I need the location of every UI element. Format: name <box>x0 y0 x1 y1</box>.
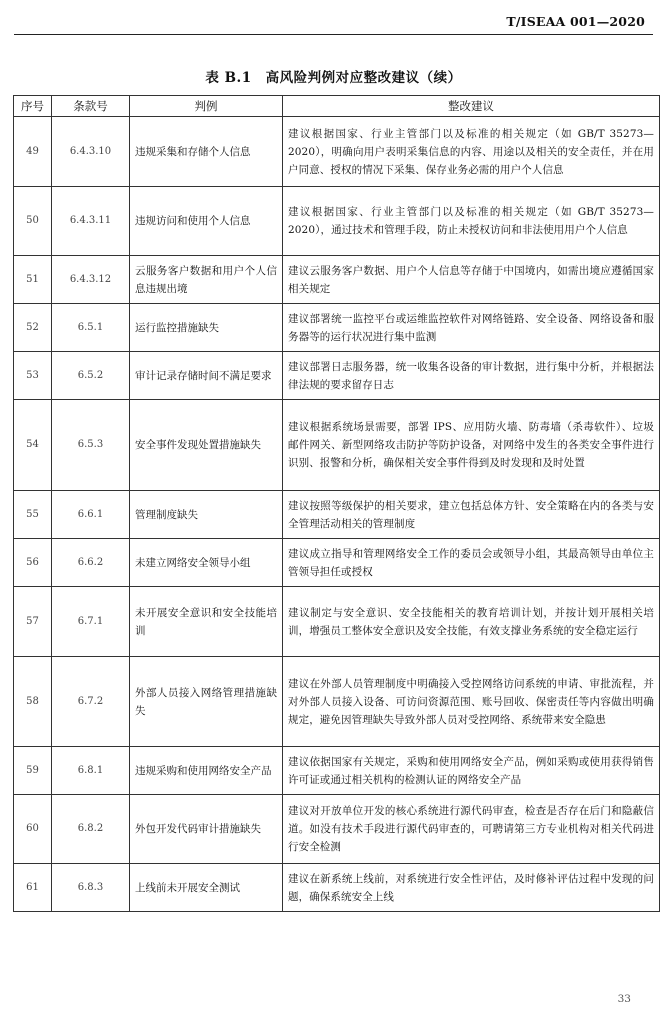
suggestion-text: 建议根据系统场景需要，部署 IPS、应用防火墙、防毒墙（杀毒软件）、垃圾邮件网关、新型网络攻击防护等防护设备，对网络中发生的各类安全事件进行识别、报警和分析，确保相关安全事件得到及时发现和及时处置 <box>283 400 660 491</box>
table-row <box>14 491 660 539</box>
standard-code: T/ISEAA 001—2020 <box>506 14 645 29</box>
suggestion-text: 建议制定与安全意识、安全技能相关的教育培训计划，并按计划开展相关培训，增强员工整体安全意识及安全技能，有效支撑业务系统的安全稳定运行 <box>283 587 660 657</box>
clause-number: 6.6.1 <box>52 491 130 539</box>
suggestion-text: 建议在新系统上线前，对系统进行安全性评估，及时修补评估过程中发现的问题，确保系统安全上线 <box>283 864 660 912</box>
row-number: 60 <box>14 795 52 864</box>
row-number: 61 <box>14 864 52 912</box>
ruling-text: 未开展安全意识和安全技能培训 <box>130 587 283 657</box>
clause-number: 6.8.2 <box>52 795 130 864</box>
clause-number: 6.4.3.10 <box>52 117 130 187</box>
ruling-text: 违规采购和使用网络安全产品 <box>130 747 283 795</box>
table-row <box>14 587 660 657</box>
row-number: 50 <box>14 187 52 256</box>
clause-number: 6.7.2 <box>52 657 130 747</box>
clause-number: 6.7.1 <box>52 587 130 657</box>
clause-number: 6.8.1 <box>52 747 130 795</box>
ruling-text: 违规采集和存储个人信息 <box>130 117 283 187</box>
row-number: 58 <box>14 657 52 747</box>
ruling-text: 安全事件发现处置措施缺失 <box>130 400 283 491</box>
clause-number: 6.4.3.11 <box>52 187 130 256</box>
suggestion-text: 建议根据国家、行业主管部门以及标准的相关规定（如 GB/T 35273—2020），明确向用户表明采集信息的内容、用途以及相关的安全责任，并在用户同意、授权的情况下采集、保存业务必需的用户个人信息 <box>283 117 660 187</box>
row-number: 51 <box>14 256 52 304</box>
ruling-text: 未建立网络安全领导小组 <box>130 539 283 587</box>
table-row <box>14 187 660 256</box>
suggestion-text: 建议成立指导和管理网络安全工作的委员会或领导小组，其最高领导由单位主管领导担任或授权 <box>283 539 660 587</box>
clause-number: 6.5.2 <box>52 352 130 400</box>
header-rule <box>14 34 653 35</box>
ruling-text: 管理制度缺失 <box>130 491 283 539</box>
suggestion-text: 建议根据国家、行业主管部门以及标准的相关规定（如 GB/T 35273—2020），通过技术和管理手段，防止未授权访问和非法使用用户个人信息 <box>283 187 660 256</box>
table-header-row <box>14 96 660 117</box>
column-header-suggestion: 整改建议 <box>283 96 660 117</box>
row-number: 53 <box>14 352 52 400</box>
table-row <box>14 747 660 795</box>
page-number: 33 <box>617 993 631 1005</box>
table-row <box>14 352 660 400</box>
table-row <box>14 304 660 352</box>
table-row <box>14 539 660 587</box>
ruling-text: 违规访问和使用个人信息 <box>130 187 283 256</box>
table-row <box>14 795 660 864</box>
column-header-clause: 条款号 <box>52 96 130 117</box>
ruling-text: 外包开发代码审计措施缺失 <box>130 795 283 864</box>
suggestion-text: 建议对开放单位开发的核心系统进行源代码审查，检查是否存在后门和隐蔽信道。如没有技术手段进行源代码审查的，可聘请第三方专业机构对相关代码进行安全检测 <box>283 795 660 864</box>
suggestion-text: 建议按照等级保护的相关要求，建立包括总体方针、安全策略在内的各类与安全管理活动相关的管理制度 <box>283 491 660 539</box>
clause-number: 6.4.3.12 <box>52 256 130 304</box>
ruling-text: 云服务客户数据和用户个人信息违规出境 <box>130 256 283 304</box>
row-number: 54 <box>14 400 52 491</box>
rectification-table <box>13 95 660 912</box>
table-row <box>14 117 660 187</box>
row-number: 55 <box>14 491 52 539</box>
clause-number: 6.5.3 <box>52 400 130 491</box>
suggestion-text: 建议依据国家有关规定，采购和使用网络安全产品，例如采购或使用获得销售许可证或通过相关机构的检测认证的网络安全产品 <box>283 747 660 795</box>
table-row <box>14 657 660 747</box>
row-number: 59 <box>14 747 52 795</box>
row-number: 56 <box>14 539 52 587</box>
ruling-text: 外部人员接入网络管理措施缺失 <box>130 657 283 747</box>
row-number: 57 <box>14 587 52 657</box>
suggestion-text: 建议在外部人员管理制度中明确接入受控网络访问系统的申请、审批流程，并对外部人员接入设备、可访问资源范围、账号回收、保密责任等内容做出明确规定，避免因管理缺失导致外部人员对受控网络、系统带来安全隐患 <box>283 657 660 747</box>
table-row <box>14 864 660 912</box>
row-number: 49 <box>14 117 52 187</box>
clause-number: 6.6.2 <box>52 539 130 587</box>
column-header-no: 序号 <box>14 96 52 117</box>
ruling-text: 上线前未开展安全测试 <box>130 864 283 912</box>
ruling-text: 运行监控措施缺失 <box>130 304 283 352</box>
table-row <box>14 256 660 304</box>
clause-number: 6.5.1 <box>52 304 130 352</box>
suggestion-text: 建议部署统一监控平台或运维监控软件对网络链路、安全设备、网络设备和服务器等的运行状况进行集中监测 <box>283 304 660 352</box>
table-row <box>14 400 660 491</box>
suggestion-text: 建议部署日志服务器，统一收集各设备的审计数据，进行集中分析，并根据法律法规的要求留存日志 <box>283 352 660 400</box>
suggestion-text: 建议云服务客户数据、用户个人信息等存储于中国境内，如需出境应遵循国家相关规定 <box>283 256 660 304</box>
ruling-text: 审计记录存储时间不满足要求 <box>130 352 283 400</box>
table-title: 表 B.1 高风险判例对应整改建议（续） <box>205 70 462 86</box>
column-header-ruling: 判例 <box>130 96 283 117</box>
clause-number: 6.8.3 <box>52 864 130 912</box>
row-number: 52 <box>14 304 52 352</box>
